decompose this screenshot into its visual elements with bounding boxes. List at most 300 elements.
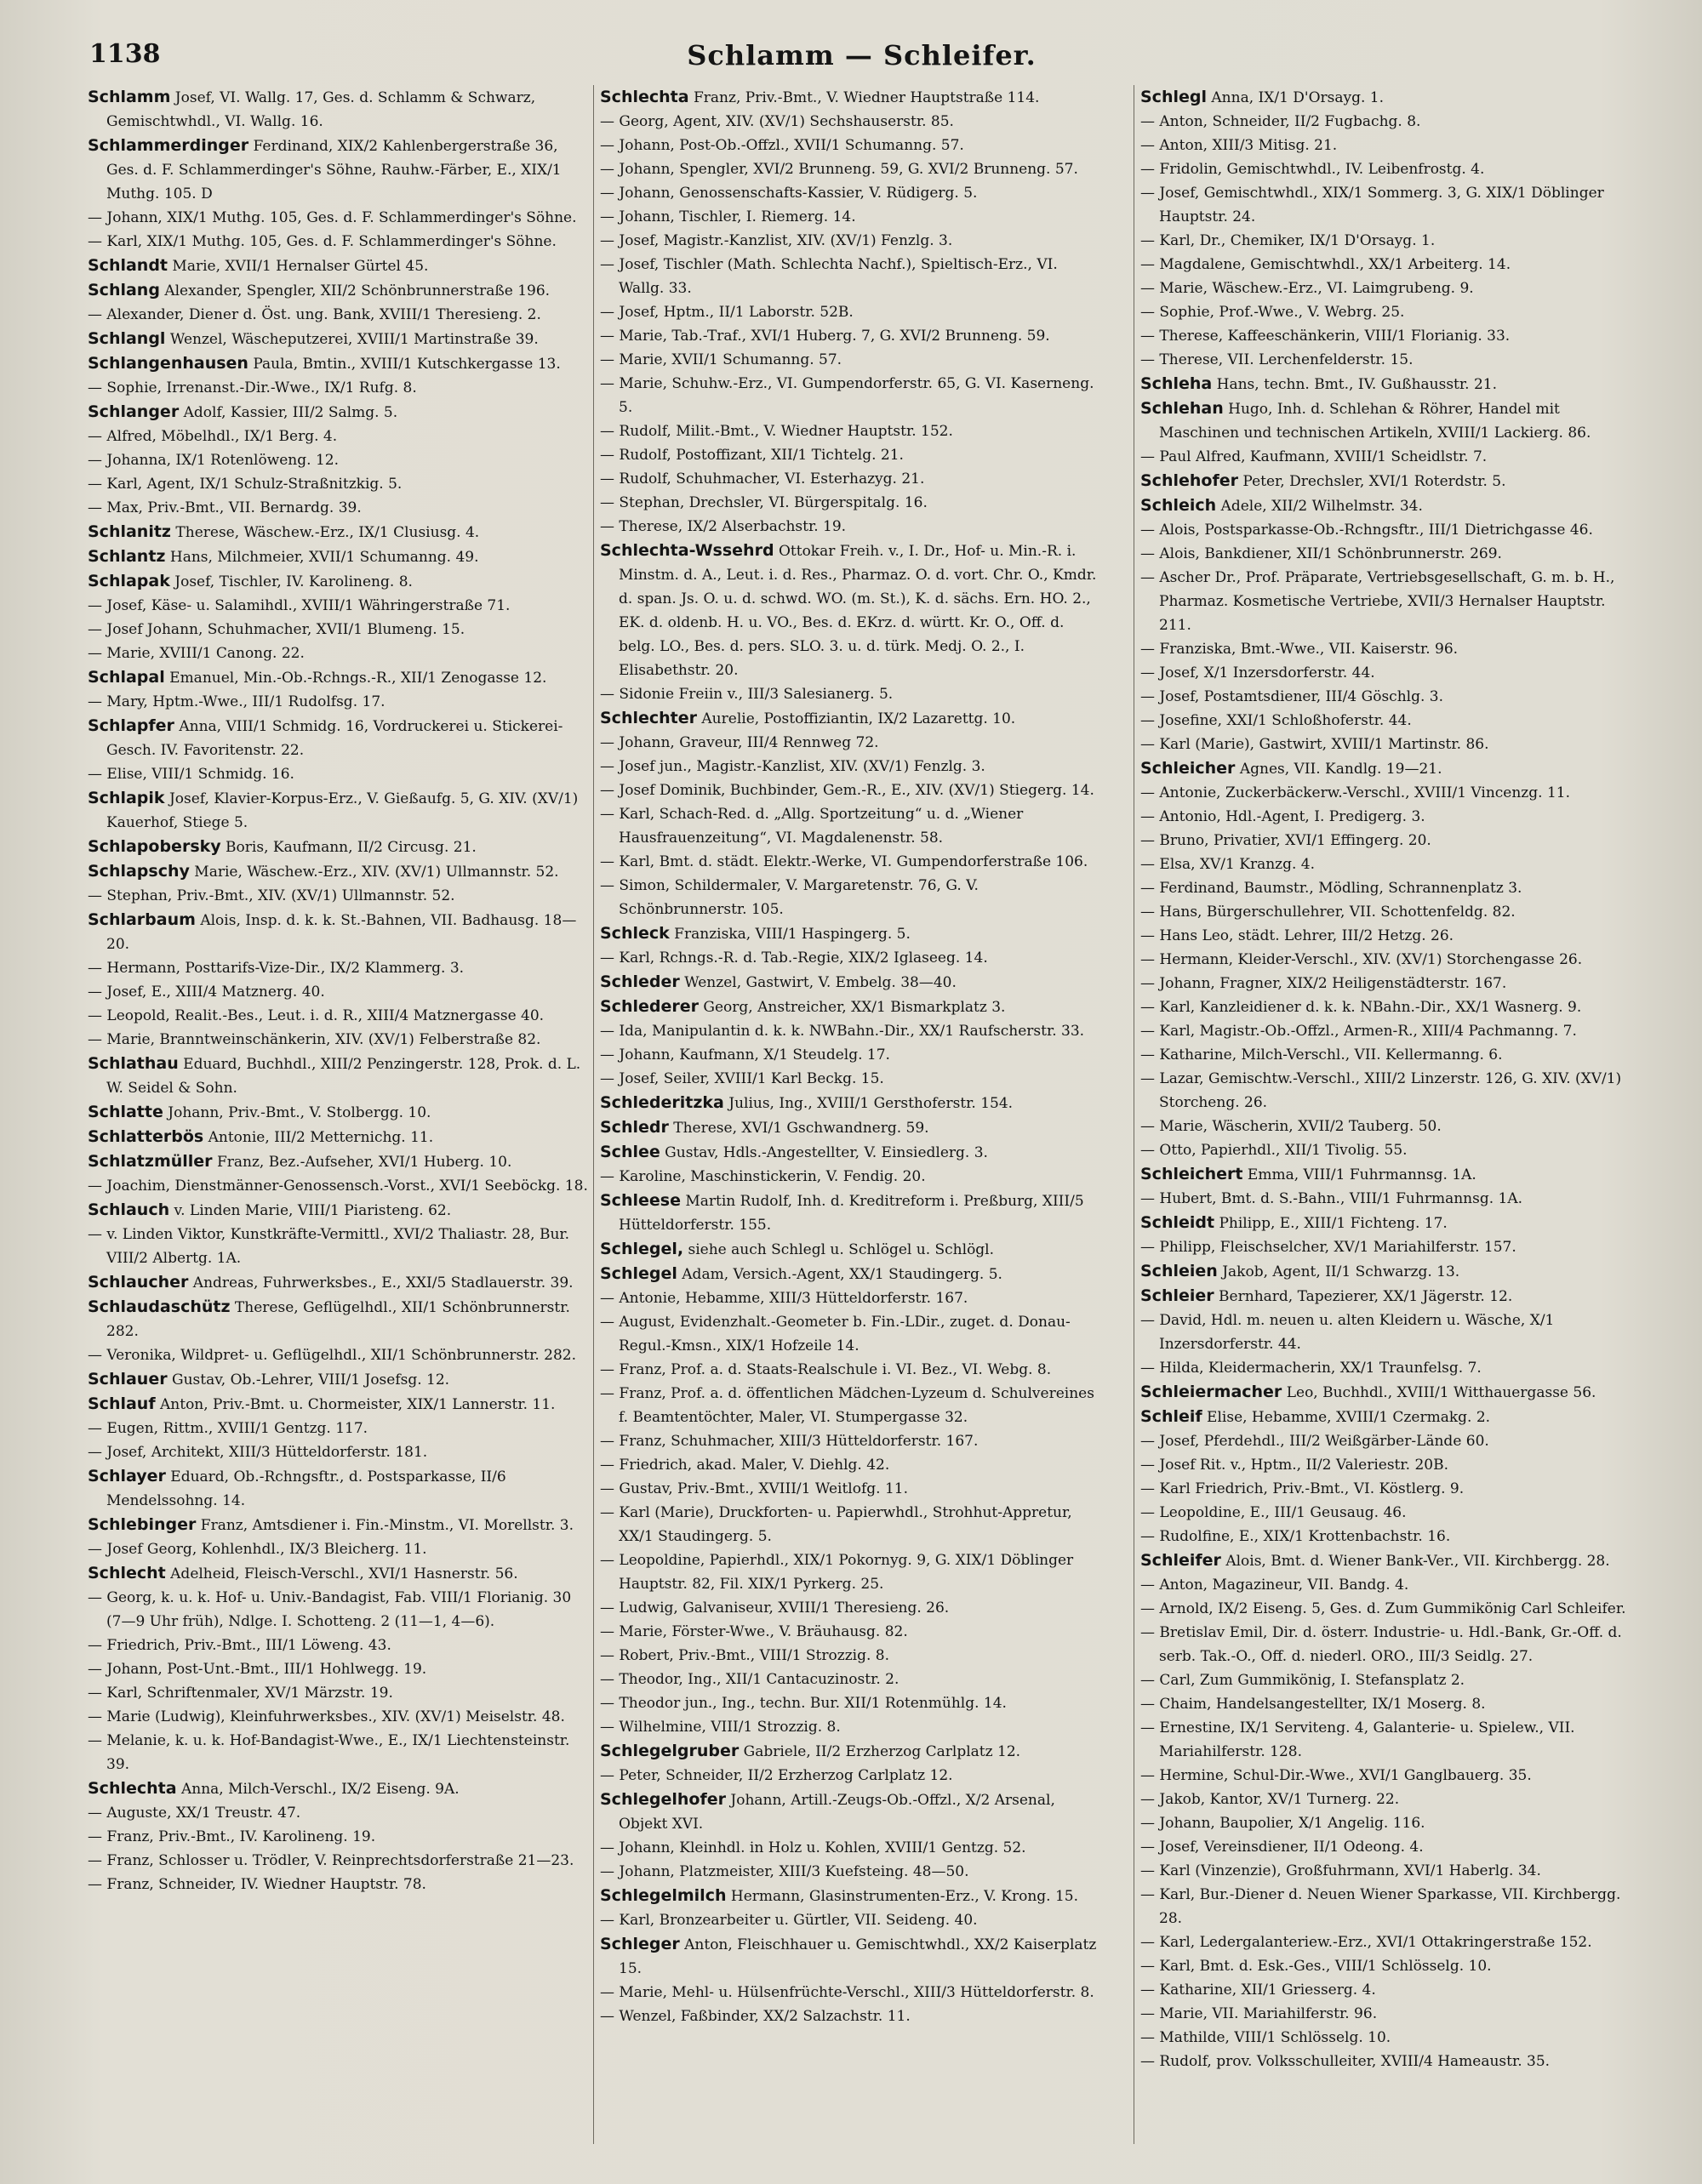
entry-details: — Ludwig, Galvaniseur, XVIII/1 Theresieng. 26. [600, 1600, 950, 1617]
directory-entry [88, 762, 590, 786]
directory-entry [1140, 1978, 1634, 2002]
entry-details: — Arnold, IX/2 Eiseng. 5, Ges. d. Zum Gummikönig Carl Schleifer. [1140, 1600, 1626, 1617]
entry-details: v. Linden Marie, VIII/1 Piaristeng. 62. [169, 1202, 452, 1219]
entry-surname: Schlebinger [88, 1515, 197, 1534]
directory-entry [1140, 253, 1634, 277]
directory-entry [600, 1501, 1102, 1548]
entry-details: — Josef, Tischler (Math. Schlechta Nachf.), Spieltisch-Erz., VI. Wallg. 33. [600, 256, 1058, 297]
entry-surname: Schlecht [88, 1564, 166, 1582]
entry-surname: Schlapschy [88, 862, 190, 881]
entry-details: — Karl, Kanzleidiener d. k. k. NBahn.-Dir., XX/1 Wasnerg. 9. [1140, 999, 1582, 1016]
entry-surname: Schleier [1140, 1286, 1214, 1305]
entry-details: — Hermann, Kleider-Verschl., XIV. (XV/1) Storchengasse 26. [1140, 951, 1583, 968]
entry-details: — Jakob, Kantor, XV/1 Turnerg. 22. [1140, 1791, 1400, 1808]
entry-surname: Schlangl [88, 329, 166, 348]
entry-details: — Alois, Postsparkasse-Ob.-Rchngsftr., III/1 Dietrichgasse 46. [1140, 522, 1593, 539]
directory-entry [88, 618, 590, 642]
entry-details: — Karl, Ledergalanteriew.-Erz., XVI/1 Ottakringerstraße 152. [1140, 1934, 1592, 1951]
entry-details: — Georg, k. u. k. Hof- u. Univ.-Bandagist, Fab. VIII/1 Florianig. 30 (7—9 Uhr früh), Ndlge. I. Schotteng. 2 (11—1, 4—6). [88, 1589, 572, 1630]
entry-surname: Schlapal [88, 668, 165, 687]
entry-details: — Franz, Schlosser u. Trödler, V. Reinprechtsdorferstraße 21—23. [88, 1852, 574, 1869]
entry-details: — Therese, IX/2 Alserbachstr. 19. [600, 518, 847, 535]
entry-surname: Schlaudaschütz [88, 1297, 231, 1316]
entry-details: Wenzel, Wäscheputzerei, XVIII/1 Martinstraße 39. [165, 331, 539, 348]
entry-surname: Schlegelgruber [600, 1742, 740, 1760]
directory-entry [1140, 1284, 1634, 1309]
directory-entry [88, 786, 590, 835]
entry-surname: Schlauf [88, 1394, 156, 1413]
entry-details: — Johann, Kaufmann, X/1 Steudelg. 17. [600, 1046, 890, 1063]
entry-details: Adelheid, Fleisch-Verschl., XVI/1 Hasnerstr. 56. [165, 1565, 518, 1582]
entry-surname: Schlammerdinger [88, 136, 249, 155]
directory-entry [88, 1417, 590, 1440]
directory-entry [1140, 1859, 1634, 1883]
entry-details: Alexander, Spengler, XII/2 Schönbrunnerstraße 196. [159, 282, 551, 299]
entry-details: — Franz, Prof. a. d. öffentlichen Mädchen-Lyzeum d. Schulvereines f. Beamtentöchter, Maler, VI. Stumpergasse 32. [600, 1385, 1094, 1426]
directory-entry [88, 642, 590, 665]
entry-details: — Josef, Vereinsdiener, II/1 Odeong. 4. [1140, 1839, 1424, 1856]
entry-details: — Marie, Wäschew.-Erz., VI. Laimgrubeng. 9. [1140, 280, 1474, 297]
directory-entry [88, 1825, 590, 1849]
entry-details: — Josef, E., XIII/4 Matznerg. 40. [88, 984, 325, 1001]
entry-details: — Stephan, Priv.-Bmt., XIV. (XV/1) Ullmannstr. 52. [88, 887, 455, 904]
entry-details: Eduard, Ob.-Rchngsftr., d. Postsparkasse, II/6 Mendelssohng. 14. [106, 1468, 506, 1509]
directory-entry [1140, 756, 1634, 781]
entry-details: — Josef jun., Magistr.-Kanzlist, XIV. (XV/1) Fenzlg. 3. [600, 758, 985, 775]
entry-details: Bernhard, Tapezierer, XX/1 Jägerstr. 12. [1214, 1288, 1513, 1305]
entry-details: siehe auch Schlegl u. Schlögel u. Schlögl. [683, 1241, 995, 1258]
directory-entry [600, 706, 1102, 731]
entry-details: — Karl, Agent, IX/1 Schulz-Straßnitzkig. 5. [88, 476, 403, 493]
entry-details: — Karl (Vinzenzie), Großfuhrmann, XVI/1 Haberlg. 34. [1140, 1862, 1541, 1879]
directory-entry [88, 859, 590, 884]
directory-entry [1140, 445, 1634, 469]
entry-details: — Antonie, Hebamme, XIII/3 Hütteldorferstr. 167. [600, 1290, 968, 1307]
entry-surname: Schlamm [88, 88, 171, 106]
directory-entry [1140, 518, 1634, 542]
directory-entry [1140, 1211, 1634, 1235]
directory-entry [600, 1981, 1102, 2004]
entry-details: Emma, VIII/1 Fuhrmannsg. 1A. [1242, 1166, 1476, 1183]
entry-details: Hugo, Inh. d. Schlehan & Röhrer, Handel mit Maschinen und technischen Artikeln, XVIII/1 Lackierg. 86. [1159, 401, 1591, 442]
entry-details: — Franziska, Bmt.-Wwe., VII. Kaiserstr. 96. [1140, 641, 1459, 658]
directory-entry [1140, 181, 1634, 229]
entry-details: Josef, VI. Wallg. 17, Ges. d. Schlamm & Schwarz, Gemischtwhdl., VI. Wallg. 16. [106, 89, 536, 130]
directory-entry [1140, 709, 1634, 733]
entry-details: — Mathilde, VIII/1 Schlösselg. 10. [1140, 2029, 1391, 2046]
directory-entry [1140, 1356, 1634, 1380]
directory-entry [88, 1776, 590, 1801]
entry-details: — Marie, VII. Mariahilferstr. 96. [1140, 2005, 1378, 2022]
directory-entry [600, 515, 1102, 539]
entry-details: — Johann, Graveur, III/4 Rennweg 72. [600, 734, 879, 751]
entry-surname: Schlangenhausen [88, 354, 248, 373]
entry-details: — Karl, Bmt. d. Esk.-Ges., VIII/1 Schlösselg. 10. [1140, 1958, 1492, 1975]
entry-details: — Johann, Post-Unt.-Bmt., III/1 Hohlwegg. 19. [88, 1661, 427, 1678]
directory-entry [1140, 396, 1634, 445]
entry-details: — Franz, Prof. a. d. Staats-Realschule i. VI. Bez., VI. Webg. 8. [600, 1361, 1052, 1378]
directory-entry [600, 1548, 1102, 1596]
entry-details: — Alexander, Diener d. Öst. ung. Bank, XVIII/1 Theresieng. 2. [88, 306, 541, 323]
directory-entry [1140, 685, 1634, 709]
entry-details: — Sidonie Freiin v., III/3 Salesianerg. 5. [600, 686, 894, 703]
directory-entry [600, 1691, 1102, 1715]
page-title: Schlamm — Schleifer. [687, 39, 1037, 71]
directory-entry [1140, 1597, 1634, 1621]
directory-entry [1140, 1811, 1634, 1835]
entry-surname: Schlapik [88, 789, 165, 807]
entry-details: Josef, Klavier-Korpus-Erz., V. Gießaufg. 5, G. XIV. (XV/1) Kauerhof, Stiege 5. [106, 790, 579, 831]
entry-details: — Ernestine, IX/1 Serviteng. 4, Galanterie- u. Spielew., VII. Mariahilferstr. 128. [1140, 1719, 1575, 1760]
directory-entry [1140, 1019, 1634, 1043]
directory-entry [88, 1270, 590, 1295]
entry-details: — Friedrich, Priv.-Bmt., III/1 Löweng. 43. [88, 1637, 391, 1654]
directory-entry [1140, 1621, 1634, 1668]
entry-details: — Marie, Mehl- u. Hülsenfrüchte-Verschl., XIII/3 Hütteldorferstr. 8. [600, 1984, 1094, 2001]
entry-details: — Katharine, Milch-Verschl., VII. Kellermanng. 6. [1140, 1046, 1503, 1063]
entry-details: — Elsa, XV/1 Kranzg. 4. [1140, 856, 1316, 873]
directory-entry [1140, 1883, 1634, 1930]
directory-entry [600, 682, 1102, 706]
directory-entry [88, 1100, 590, 1125]
directory-entry [600, 946, 1102, 970]
directory-entry [88, 1174, 590, 1198]
entry-surname: Schlang [88, 281, 160, 299]
directory-entry [600, 157, 1102, 181]
entry-details: — Johann, Kleinhdl. in Holz u. Kohlen, XVIII/1 Gentzg. 52. [600, 1839, 1026, 1856]
directory-entry [1140, 1525, 1634, 1548]
directory-entry [1140, 542, 1634, 566]
entry-surname: Schleifer [1140, 1551, 1221, 1570]
directory-entry [600, 1286, 1102, 1310]
entry-details: — Philipp, Fleischselcher, XV/1 Mariahilferstr. 157. [1140, 1239, 1516, 1256]
entry-details: Therese, XVI/1 Gschwandnerg. 59. [668, 1120, 929, 1137]
entry-details: — Franz, Priv.-Bmt., IV. Karolineng. 19. [88, 1828, 376, 1845]
directory-entry [600, 110, 1102, 134]
entry-details: — Johann, Genossenschafts-Kassier, V. Rüdigerg. 5. [600, 185, 978, 202]
directory-entry [88, 1004, 590, 1028]
entry-details: — Josef, Pferdehdl., III/2 Weißgärber-Lände 60. [1140, 1433, 1489, 1450]
directory-entry [600, 181, 1102, 205]
entry-surname: Schlechta [88, 1779, 177, 1798]
entry-details: Gustav, Ob.-Lehrer, VIII/1 Josefsg. 12. [167, 1371, 450, 1389]
entry-details: — Karl (Marie), Gastwirt, XVIII/1 Martinstr. 86. [1140, 736, 1489, 753]
column-3 [1140, 85, 1634, 2161]
directory-entry [600, 1596, 1102, 1620]
entry-details: — Therese, VII. Lerchenfelderstr. 15. [1140, 351, 1414, 368]
entry-details: — Ferdinand, Baumstr., Mödling, Schrannenplatz 3. [1140, 880, 1522, 897]
column-1 [88, 85, 590, 2161]
directory-entry [1140, 1115, 1634, 1138]
directory-entry [1140, 85, 1634, 110]
directory-entry [600, 1262, 1102, 1286]
entry-surname: Schleich [1140, 496, 1217, 515]
directory-entry [600, 802, 1102, 850]
entry-details: Hermann, Glasinstrumenten-Erz., V. Krong. 15. [726, 1888, 1079, 1905]
directory-entry [88, 1873, 590, 1896]
entry-details: Wenzel, Gastwirt, V. Embelg. 38—40. [679, 974, 957, 991]
entry-surname: Schlegel [600, 1264, 677, 1283]
entry-details: — Karoline, Maschinstickerin, V. Fendig. 20. [600, 1168, 926, 1185]
directory-entry [1140, 948, 1634, 972]
entry-surname: Schlegl [1140, 88, 1207, 106]
entry-details: — Josef Rit. v., Hptm., II/2 Valeriestr. 20B. [1140, 1457, 1448, 1474]
directory-entry [600, 205, 1102, 229]
entry-details: Paula, Bmtin., XVIII/1 Kutschkergasse 13. [248, 356, 561, 373]
entry-surname: Schlauch [88, 1200, 170, 1219]
directory-entry [600, 134, 1102, 157]
directory-entry [88, 134, 590, 206]
directory-entry [600, 850, 1102, 874]
directory-entry [600, 1382, 1102, 1429]
entry-details: — Hubert, Bmt. d. S.-Bahn., VIII/1 Fuhrmannsg. 1A. [1140, 1190, 1523, 1207]
entry-details: — Georg, Agent, XIV. (XV/1) Sechshauserstr. 85. [600, 113, 954, 130]
directory-entry [88, 1198, 590, 1223]
directory-entry [600, 443, 1102, 467]
entry-surname: Schlechta [600, 88, 689, 106]
entry-details: — Marie, Wäscherin, XVII/2 Tauberg. 50. [1140, 1118, 1442, 1135]
entry-surname: Schlatzmüller [88, 1152, 213, 1171]
directory-entry [88, 1849, 590, 1873]
entry-surname: Schlauer [88, 1370, 168, 1389]
entry-details: — Josef, X/1 Inzersdorferstr. 44. [1140, 664, 1375, 681]
entry-details: — Karl, Bmt. d. städt. Elektr.-Werke, VI. Gumpendorferstraße 106. [600, 853, 1088, 870]
entry-details: Anna, VIII/1 Schmidg. 16, Vordruckerei u. Stickerei-Gesch. IV. Favoritenstr. 22. [106, 718, 563, 759]
directory-entry [600, 995, 1102, 1019]
entry-details: — Hilda, Kleidermacherin, XX/1 Traunfelsg. 7. [1140, 1360, 1482, 1377]
directory-entry [600, 1165, 1102, 1189]
entry-details: — Mary, Hptm.-Wwe., III/1 Rudolfsg. 17. [88, 693, 386, 710]
directory-entry [1140, 1453, 1634, 1477]
entry-surname: Schlapobersky [88, 837, 221, 856]
directory-entry [1140, 1477, 1634, 1501]
directory-entry [88, 908, 590, 956]
directory-entry [88, 1801, 590, 1825]
entry-details: — Robert, Priv.-Bmt., VIII/1 Strozzig. 8. [600, 1647, 890, 1664]
entry-details: — Josef, Käse- u. Salamihdl., XVIII/1 Währingerstraße 71. [88, 597, 511, 614]
entry-details: Franziska, VIII/1 Haspingerg. 5. [669, 926, 911, 943]
entry-details: — Marie, Tab.-Traf., XVI/1 Huberg. 7, G. XVI/2 Brunneng. 59. [600, 328, 1050, 345]
directory-entry [88, 327, 590, 351]
entry-surname: Schleese [600, 1191, 681, 1210]
entry-surname: Schlehofer [1140, 471, 1238, 490]
directory-entry [1140, 469, 1634, 493]
directory-entry [600, 1836, 1102, 1860]
entry-details: Hans, techn. Bmt., IV. Gußhausstr. 21. [1212, 376, 1497, 393]
directory-entry [1140, 1835, 1634, 1859]
directory-entry [88, 1537, 590, 1561]
directory-entry [600, 300, 1102, 324]
directory-entry [600, 1429, 1102, 1453]
entry-details: Anton, Priv.-Bmt. u. Chormeister, XIX/1 Lannerstr. 11. [155, 1396, 556, 1413]
directory-entry [600, 1140, 1102, 1165]
entry-surname: Schleien [1140, 1262, 1218, 1280]
entry-details: Anna, Milch-Verschl., IX/2 Eiseng. 9A. [176, 1781, 460, 1798]
entry-details: — Josef, Magistr.-Kanzlist, XIV. (XV/1) Fenzlg. 3. [600, 232, 953, 249]
directory-entry [600, 755, 1102, 778]
entry-details: — Hans, Bürgerschullehrer, VII. Schottenfeldg. 82. [1140, 904, 1516, 921]
entry-details: Marie, XVII/1 Hernalser Gürtel 45. [168, 258, 429, 275]
entry-details: — Anton, Magazineur, VII. Bandg. 4. [1140, 1577, 1409, 1594]
directory-entry [88, 1586, 590, 1634]
entry-details: — Josef Georg, Kohlenhdl., IX/3 Bleicherg. 11. [88, 1541, 427, 1558]
directory-entry [600, 1668, 1102, 1691]
entry-surname: Schleha [1140, 374, 1213, 393]
directory-entry [88, 1440, 590, 1464]
directory-entry [600, 1358, 1102, 1382]
directory-entry [88, 448, 590, 472]
directory-entry [600, 348, 1102, 372]
entry-details: Emanuel, Min.-Ob.-Rchngs.-R., XII/1 Zenogasse 12. [164, 670, 547, 687]
directory-entry [600, 874, 1102, 921]
entry-details: — Karl, XIX/1 Muthg. 105, Ges. d. F. Schlammerdinger's Söhne. [88, 233, 557, 250]
entry-details: — Rudolfine, E., XIX/1 Krottenbachstr. 16. [1140, 1528, 1451, 1545]
directory-entry [1140, 1380, 1634, 1405]
entry-details: — Simon, Schildermaler, V. Margaretenstr. 76, G. V. Schönbrunnerstr. 105. [600, 877, 979, 918]
entry-details: — Paul Alfred, Kaufmann, XVIII/1 Scheidlstr. 7. [1140, 448, 1488, 465]
entry-details: — Marie, Branntweinschänkerin, XIV. (XV/1) Felberstraße 82. [88, 1031, 541, 1048]
directory-entry [600, 1644, 1102, 1668]
entry-details: — Ida, Manipulantin d. k. k. NWBahn.-Dir., XX/1 Raufscherstr. 33. [600, 1023, 1085, 1040]
directory-entry [88, 1705, 590, 1729]
entry-details: Therese, Geflügelhdl., XII/1 Schönbrunnerstr. 282. [106, 1299, 570, 1340]
entry-surname: Schledr [600, 1118, 669, 1137]
directory-entry [1140, 1309, 1634, 1356]
directory-entry [88, 714, 590, 762]
entry-details: — Eugen, Rittm., XVIII/1 Gentzg. 117. [88, 1420, 368, 1437]
entry-details: — Chaim, Handelsangestellter, IX/1 Moserg. 8. [1140, 1696, 1486, 1713]
entry-details: Eduard, Buchhdl., XIII/2 Penzingerstr. 128, Prok. d. L. W. Seidel & Sohn. [106, 1056, 581, 1097]
entry-details: — v. Linden Viktor, Kunstkräfte-Vermittl., XVI/2 Thaliastr. 28, Bur. VIII/2 Albertg. 1A. [88, 1226, 570, 1267]
entry-details: — Alfred, Möbelhdl., IX/1 Berg. 4. [88, 428, 338, 445]
entry-details: — Leopoldine, E., III/1 Geusaug. 46. [1140, 1504, 1407, 1521]
entry-surname: Schlechta-Wssehrd [600, 541, 774, 560]
directory-entry [1140, 566, 1634, 637]
entry-details: — Anton, XIII/3 Mitisg. 21. [1140, 137, 1338, 154]
entry-details: Josef, Tischler, IV. Karolineng. 8. [169, 573, 413, 590]
directory-entry [600, 1189, 1102, 1237]
entry-details: Johann, Artill.-Zeugs-Ob.-Offzl., X/2 Arsenal, Objekt XVI. [619, 1792, 1055, 1833]
entry-details: — Rudolf, prov. Volksschulleiter, XVIII/4 Hameaustr. 35. [1140, 2053, 1551, 2070]
entry-details: — Johann, Baupolier, X/1 Angelig. 116. [1140, 1815, 1425, 1832]
entry-surname: Schleder [600, 972, 680, 991]
directory-entry [88, 278, 590, 303]
entry-details: — Theodor, Ing., XII/1 Cantacuzinostr. 2. [600, 1671, 900, 1688]
entry-surname: Schleicher [1140, 759, 1236, 778]
directory-entry [88, 400, 590, 425]
directory-entry [1140, 1764, 1634, 1788]
entry-surname: Schlapfer [88, 716, 174, 735]
entry-details: — Johann, Tischler, I. Riemerg. 14. [600, 208, 856, 225]
directory-entry [88, 1729, 590, 1776]
entry-details: Aurelie, Postoffiziantin, IX/2 Lazarettg. 10. [697, 710, 1016, 727]
entry-details: — Karl, Schriftenmaler, XV/1 Märzstr. 19. [88, 1685, 393, 1702]
directory-entry [600, 1091, 1102, 1115]
entry-details: — Josef, Postamtsdiener, III/4 Göschlg. 3. [1140, 688, 1443, 705]
entry-details: — Wenzel, Faßbinder, XX/2 Salzachstr. 11. [600, 2008, 911, 2025]
entry-details: Martin Rudolf, Inh. d. Kreditreform i. Preßburg, XIII/5 Hütteldorferstr. 155. [619, 1193, 1084, 1234]
directory-entry [88, 1367, 590, 1392]
entry-details: — Peter, Schneider, II/2 Erzherzog Carlplatz 12. [600, 1767, 953, 1784]
entry-details: — Josef Dominik, Buchbinder, Gem.-R., E., XIV. (XV/1) Stiegerg. 14. [600, 782, 1094, 799]
directory-entry [1140, 300, 1634, 324]
entry-surname: Schlapak [88, 572, 170, 590]
entry-details: — Otto, Papierhdl., XII/1 Tivolig. 55. [1140, 1142, 1408, 1159]
directory-entry [600, 1115, 1102, 1140]
directory-entry [1140, 781, 1634, 805]
directory-entry [88, 1052, 590, 1100]
entry-surname: Schlandt [88, 256, 168, 275]
entry-details: — Karl, Bur.-Diener d. Neuen Wiener Sparkasse, VII. Kirchbergg. 28. [1140, 1886, 1621, 1927]
entry-details: Adam, Versich.-Agent, XX/1 Staudingerg. 5. [677, 1266, 1002, 1283]
entry-details: — Karl, Rchngs.-R. d. Tab.-Regie, XIX/2 Iglaseeg. 14. [600, 949, 988, 967]
directory-entry [600, 1067, 1102, 1091]
entry-details: Hans, Milchmeier, XVII/1 Schumanng. 49. [165, 549, 479, 566]
directory-entry [1140, 829, 1634, 853]
entry-details: — Auguste, XX/1 Treustr. 47. [88, 1805, 301, 1822]
entry-details: Ottokar Freih. v., I. Dr., Hof- u. Min.-R. i. Minstm. d. A., Leut. i. d. Res., Pharmaz. O. d. vort. Chr. O., Kmdr. d. span. Js. O. u. d. schwd. WO. (m. St.), K. d. sächs. Ern. HO. 2., EK. d. oldenb. H. u. VO., Bes. d. EKrz. d. württ. Kr. O., Off. d. belg. LO., Bes. d. pers. SLO. 3. u. d. türk. Medj. O. 2., I. Elisabethstr. 20. [619, 543, 1097, 679]
entry-details: — Hermine, Schul-Dir.-Wwe., XVI/1 Ganglbauerg. 35. [1140, 1767, 1532, 1784]
directory-entry [88, 690, 590, 714]
entry-details: Anton, Fleischhauer u. Gemischtwhdl., XX/2 Kaiserplatz 15. [619, 1936, 1097, 1977]
directory-entry [1140, 1067, 1634, 1115]
entry-surname: Schleiermacher [1140, 1383, 1282, 1401]
directory-entry [1140, 1405, 1634, 1429]
entry-details: Peter, Drechsler, XVI/1 Roterdstr. 5. [1237, 473, 1506, 490]
entry-surname: Schlegelhofer [600, 1790, 726, 1809]
entry-details: — Hans Leo, städt. Lehrer, III/2 Hetzg. 26. [1140, 927, 1454, 944]
entry-details: — Wilhelmine, VIII/1 Strozzig. 8. [600, 1719, 841, 1736]
directory-entry [1140, 1930, 1634, 1954]
entry-details: Antonie, III/2 Metternichg. 11. [203, 1129, 434, 1146]
entry-details: — Theodor jun., Ing., techn. Bur. XII/1 Rotenmühlg. 14. [600, 1695, 1007, 1712]
entry-details: — Max, Priv.-Bmt., VII. Bernardg. 39. [88, 499, 362, 516]
column-2 [600, 85, 1102, 2161]
directory-entry [88, 956, 590, 980]
entry-details: — Johann, Post-Ob.-Offzl., XVII/1 Schumanng. 57. [600, 137, 964, 154]
entry-details: — Franz, Schneider, IV. Wiedner Hauptstr. 78. [88, 1876, 426, 1893]
entry-details: — Carl, Zum Gummikönig, I. Stefansplatz 2. [1140, 1672, 1465, 1689]
directory-entry [88, 594, 590, 618]
entry-details: — Johann, Platzmeister, XIII/3 Kuefsteing. 48—50. [600, 1863, 969, 1880]
entry-details: — Bruno, Privatier, XVI/1 Effingerg. 20. [1140, 832, 1431, 849]
directory-entry [88, 1149, 590, 1174]
directory-entry [600, 1453, 1102, 1477]
entry-details: — Antonie, Zuckerbäckerw.-Verschl., XVIII/1 Vincenzg. 11. [1140, 784, 1570, 801]
directory-entry [600, 921, 1102, 946]
directory-entry [600, 372, 1102, 419]
directory-entry [600, 229, 1102, 253]
directory-entry [600, 778, 1102, 802]
entry-details: — Marie, Schuhw.-Erz., VI. Gumpendorferstr. 65, G. VI. Kaserneng. 5. [600, 375, 1094, 416]
directory-entry [600, 1620, 1102, 1644]
directory-entry [1140, 493, 1634, 518]
directory-entry [600, 1715, 1102, 1739]
entry-details: — Karl, Dr., Chemiker, IX/1 D'Orsayg. 1. [1140, 232, 1436, 249]
entry-details: Johann, Priv.-Bmt., V. Stolbergg. 10. [163, 1104, 431, 1121]
directory-entry [88, 472, 590, 496]
entry-details: Elise, Hebamme, XVIII/1 Czermakg. 2. [1202, 1409, 1491, 1426]
entry-details: — Josefine, XXI/1 Schloßhoferstr. 44. [1140, 712, 1412, 729]
directory-entry [88, 1513, 590, 1537]
directory-entry [600, 419, 1102, 443]
entry-details: — Leopold, Realit.-Bes., Leut. i. d. R., XIII/4 Matznergasse 40. [88, 1007, 545, 1024]
entry-details: Alois, Insp. d. k. k. St.-Bahnen, VII. Badhausg. 18—20. [106, 912, 577, 953]
directory-entry [600, 970, 1102, 995]
directory-entry [600, 1237, 1102, 1262]
directory-entry [600, 1043, 1102, 1067]
directory-entry [1140, 900, 1634, 924]
